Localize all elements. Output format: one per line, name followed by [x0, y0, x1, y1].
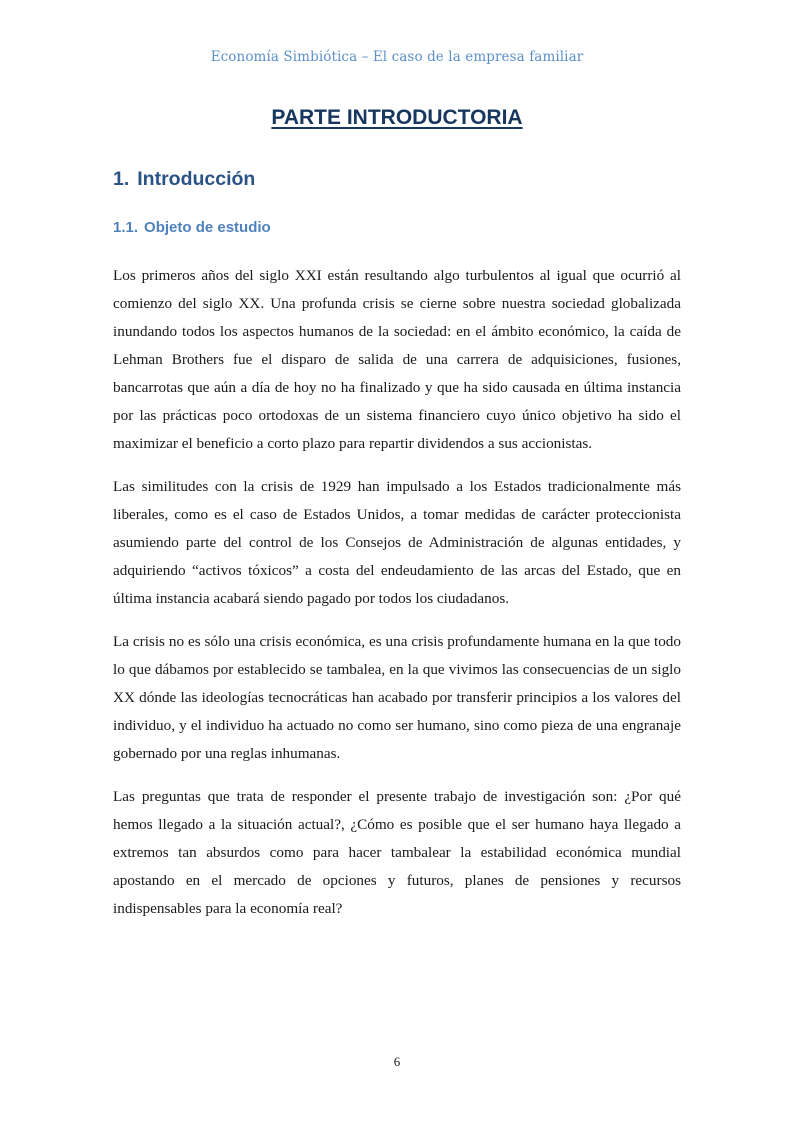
section-title: Introducción	[137, 168, 256, 190]
paragraph: La crisis no es sólo una crisis económica, es una crisis profundamente humana en la que todo lo que dábamos por establecido se tambalea, en la que vivimos las consecuencias de un siglo XX dónde las ideologías tecnocráticas han acabado por transferir principios a los valores del individuo, y el individuo ha actuado no como ser humano, sino como pieza de una engranaje gobernado por una reglas inhumanas.	[113, 633, 681, 762]
section-heading	[113, 168, 255, 191]
body-text	[113, 262, 681, 938]
page-number: 6	[393, 1054, 401, 1069]
subsection-title: Objeto de estudio	[144, 219, 271, 236]
part-title: PARTE INTRODUCTORIA	[271, 106, 523, 129]
subsection-heading	[113, 219, 271, 236]
paragraph: Las similitudes con la crisis de 1929 han impulsado a los Estados tradicionalmente más liberales, como es el caso de Estados Unidos, a tomar medidas de carácter proteccionista asumiendo parte del control de los Consejos de Administración de algunas entidades, y adquiriendo “activos tóxicos” a costa del endeudamiento de las arcas del Estado, que en última instancia acabará siendo pagado por todos los ciudadanos.	[113, 478, 681, 607]
running-header: Economía Simbiótica – El caso de la empresa familiar	[210, 49, 584, 65]
paragraph: Las preguntas que trata de responder el presente trabajo de investigación son: ¿Por qué hemos llegado a la situación actual?, ¿Cómo es posible que el ser humano haya llegado a extremos tan absurdos como para hacer tambalear la estabilidad económica mundial apostando en el mercado de opciones y futuros, planes de pensiones y recursos indispensables para la economía real?	[113, 788, 681, 917]
subsection-number: 1.1.	[113, 219, 139, 236]
section-number: 1.	[113, 168, 130, 190]
paragraph: Los primeros años del siglo XXI están resultando algo turbulentos al igual que ocurrió al comienzo del siglo XX. Una profunda crisis se cierne sobre nuestra sociedad globalizada inundando todos los aspectos humanos de la sociedad: en el ámbito económico, la caída de Lehman Brothers fue el disparo de salida de una carrera de adquisiciones, fusiones, bancarrotas que aún a día de hoy no ha finalizado y que ha sido causada en última instancia por las prácticas poco ortodoxas de un sistema financiero cuyo único objetivo ha sido el maximizar el beneficio a corto plazo para repartir dividendos a sus accionistas.	[113, 267, 681, 452]
